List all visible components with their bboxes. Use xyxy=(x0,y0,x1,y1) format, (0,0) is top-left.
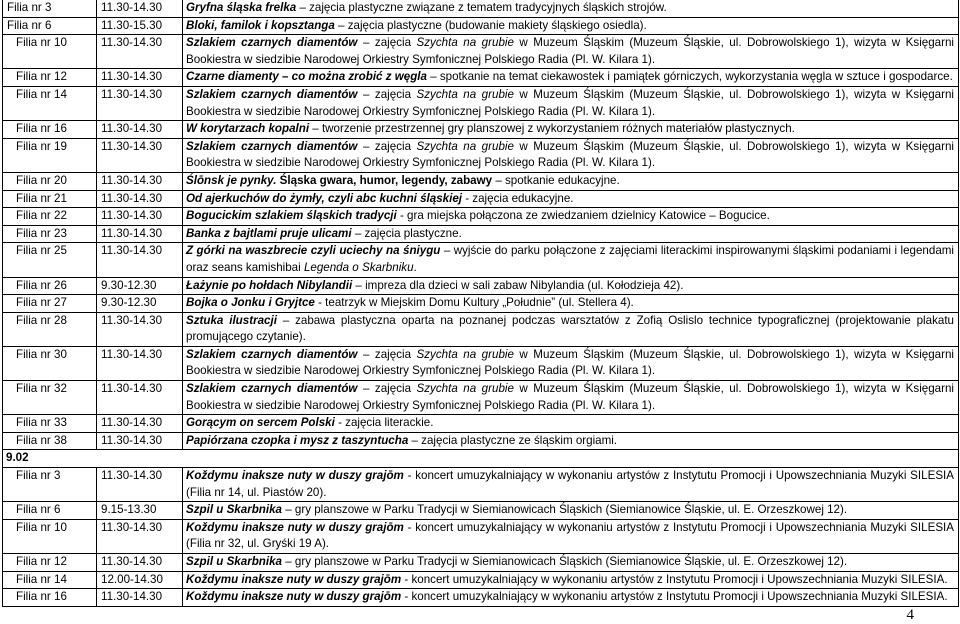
time-cell: 12.00-14.30 xyxy=(97,571,183,589)
event-description xyxy=(183,35,959,69)
branch-cell: Filia nr 27 xyxy=(3,295,97,313)
time-cell: 11.30-14.30 xyxy=(97,172,183,190)
event-text: – wyjście do parku połączone z zajęciami literackimi inspirowanymi śląskimi podaniami i legendami oraz seans kamishibai xyxy=(186,244,954,274)
time-cell: 11.30-14.30 xyxy=(97,121,183,139)
event-title: Koždymu inaksze nuty w duszy grajōm xyxy=(186,572,402,586)
time-cell: 11.30-14.30 xyxy=(97,432,183,450)
time-cell: 11.30-15.30 xyxy=(97,17,183,35)
branch-cell: Filia nr 22 xyxy=(3,208,97,226)
event-text: – spotkanie na temat ciekawostek i pamiątek górniczych, wykorzystania węgla w sztuce i gospodarce. xyxy=(426,70,953,84)
time-cell: 11.30-14.30 xyxy=(97,0,183,17)
event-title: Gorącym on sercem Polski xyxy=(186,416,335,430)
event-description xyxy=(183,295,959,313)
event-description xyxy=(183,243,959,277)
time-cell: 11.30-14.30 xyxy=(97,554,183,572)
time-cell: 9.30-12.30 xyxy=(97,277,183,295)
time-cell: 11.30-14.30 xyxy=(97,415,183,433)
branch-cell: Filia nr 20 xyxy=(3,172,97,190)
time-cell: 11.30-14.30 xyxy=(97,208,183,226)
event-description xyxy=(183,432,959,450)
event-description xyxy=(183,86,959,120)
time-cell: 11.30-14.30 xyxy=(97,468,183,502)
event-title: W korytarzach kopalni xyxy=(186,122,310,136)
schedule-row xyxy=(3,277,959,295)
schedule-row xyxy=(3,571,959,589)
event-emphasis: Szychta na grubie xyxy=(416,382,514,396)
branch-cell: Filia nr 25 xyxy=(3,243,97,277)
event-text: - koncert umuzykalniający w wykonaniu artystów z Instytutu Promocji i Upowszechniania Muzyki SILESIA. xyxy=(401,572,948,586)
schedule-row xyxy=(3,295,959,313)
event-text: – zajęcia plastyczne ze śląskim orgiami. xyxy=(408,433,618,447)
event-text: – zajęcia xyxy=(357,36,417,50)
event-description xyxy=(183,208,959,226)
schedule-row xyxy=(3,208,959,226)
event-text: – zajęcia plastyczne (budowanie makiety śląskiego osiedla). xyxy=(334,18,647,32)
event-title: Bogucickim szlakiem śląskich tradycji xyxy=(186,209,397,223)
event-title: Banka z bajtlami pruje ulicami xyxy=(186,226,352,240)
branch-cell: Filia nr 6 xyxy=(3,17,97,35)
event-title: Koždymu inaksze nuty w duszy grajōm xyxy=(186,590,402,604)
branch-cell: Filia nr 19 xyxy=(3,138,97,172)
event-text: – zajęcia plastyczne. xyxy=(351,226,462,240)
event-description xyxy=(183,468,959,502)
event-text: w Muzeum Śląskim (Muzeum Śląskie, ul. Dobrowolskiego 1), wizyta w Księgarni Bookiestra w siedzibie Narodowej Orkiestry Symfonicznej Polskiego Radia (Pl. W. Kilara 1). xyxy=(186,87,955,118)
schedule-row xyxy=(3,17,959,35)
time-cell: 11.30-14.30 xyxy=(97,381,183,415)
schedule-row xyxy=(3,121,959,139)
schedule-row xyxy=(3,468,959,502)
event-description xyxy=(183,225,959,243)
event-description xyxy=(183,138,959,172)
branch-cell: Filia nr 12 xyxy=(3,554,97,572)
schedule-row xyxy=(3,190,959,208)
date-row xyxy=(3,450,959,468)
event-text: – gry planszowe w Parku Tradycji w Siemianowicach Śląskich (Siemianowice Śląskie, ul. E. Orzeszkowej 12). xyxy=(282,555,848,568)
event-description xyxy=(183,277,959,295)
event-text: – zajęcia plastyczne związane z tematem tradycyjnych śląskich strojów. xyxy=(296,1,667,14)
event-description xyxy=(183,17,959,35)
schedule-row xyxy=(3,519,959,553)
time-cell: 11.30-14.30 xyxy=(97,190,183,208)
event-text: - koncert umuzykalniający w wykonaniu artystów z Instytutu Promocji i Upowszechniania Muzyki SILESIA. xyxy=(401,590,948,604)
event-title: Ślōnsk je pynky. xyxy=(186,173,277,187)
branch-cell: Filia nr 33 xyxy=(3,415,97,433)
time-cell: 11.30-14.30 xyxy=(97,138,183,172)
event-title: Szlakiem czarnych diamentów xyxy=(186,139,358,153)
event-title: Sztuka ilustracji xyxy=(186,313,277,327)
event-text: – zajęcia xyxy=(357,87,417,101)
time-cell: 11.30-14.30 xyxy=(97,225,183,243)
event-description xyxy=(183,589,959,607)
event-description xyxy=(183,519,959,553)
event-description xyxy=(183,0,959,17)
event-title: Szpil u Skarbnika xyxy=(186,555,282,568)
event-emphasis: Szychta na grubie xyxy=(416,139,514,153)
branch-cell: Filia nr 30 xyxy=(3,346,97,380)
schedule-table xyxy=(2,0,959,607)
event-description xyxy=(183,571,959,589)
schedule-row xyxy=(3,243,959,277)
branch-cell: Filia nr 14 xyxy=(3,571,97,589)
time-cell: 11.30-14.30 xyxy=(97,346,183,380)
event-emphasis: Szychta na grubie xyxy=(416,87,514,101)
time-cell: 11.30-14.30 xyxy=(97,519,183,553)
event-text: – tworzenie przestrzennej gry planszowej z wykorzystaniem różnych materiałów plastycznych. xyxy=(309,122,795,136)
event-title: Bojka o Jonku i Gryjtce xyxy=(186,296,315,310)
schedule-row xyxy=(3,346,959,380)
event-emphasis: Szychta na grubie xyxy=(416,347,514,361)
event-title: Od ajerkuchów do żymły, czyli abc kuchni śląskiej xyxy=(186,191,462,205)
event-text: – impreza dla dzieci w sali zabaw Nibylandia (ul. Kołodzieja 42). xyxy=(352,278,684,292)
event-text: w Muzeum Śląskim (Muzeum Śląskie, ul. Dobrowolskiego 1), wizyta w Księgarni Bookiestra w siedzibie Narodowej Orkiestry Symfonicznej Polskiego Radia (Pl. W. Kilara 1). xyxy=(186,382,955,412)
schedule-body xyxy=(3,0,959,606)
branch-cell: Filia nr 12 xyxy=(3,69,97,87)
time-cell: 11.30-14.30 xyxy=(97,312,183,346)
time-cell: 11.30-14.30 xyxy=(97,589,183,607)
event-text: - teatrzyk w Miejskim Domu Kultury „Południe” (ul. Stellera 4). xyxy=(314,296,634,310)
branch-cell: Filia nr 16 xyxy=(3,121,97,139)
schedule-row xyxy=(3,415,959,433)
schedule-row xyxy=(3,86,959,120)
branch-cell: Filia nr 21 xyxy=(3,190,97,208)
event-description xyxy=(183,121,959,139)
event-text: . xyxy=(413,260,417,274)
event-title: Koždymu inaksze nuty w duszy grajōm xyxy=(186,520,404,534)
schedule-row xyxy=(3,0,959,17)
schedule-row xyxy=(3,381,959,415)
event-description xyxy=(183,69,959,87)
schedule-row xyxy=(3,589,959,607)
event-title: Z górki na waszbrecie czyli uciechy na śniygu xyxy=(186,244,441,258)
schedule-row xyxy=(3,225,959,243)
event-description xyxy=(183,190,959,208)
event-text: - zajęcia edukacyjne. xyxy=(462,191,574,205)
schedule-row xyxy=(3,172,959,190)
branch-cell: Filia nr 10 xyxy=(3,519,97,553)
event-emphasis: Szychta na grubie xyxy=(416,36,514,50)
branch-cell: Filia nr 23 xyxy=(3,225,97,243)
event-subtitle: Śląska gwara, humor, legendy, zabawy xyxy=(279,173,493,187)
event-text: - koncert umuzykalniający w wykonaniu artystów z Instytutu Promocji i Upowszechniania Muzyki SILESIA (Filia nr 14, ul. Piastów 20). xyxy=(186,469,955,499)
event-description xyxy=(183,381,959,415)
time-cell: 11.30-14.30 xyxy=(97,35,183,69)
event-title: Szlakiem czarnych diamentów xyxy=(186,87,358,101)
time-cell: 9.30-12.30 xyxy=(97,295,183,313)
event-title: Szlakiem czarnych diamentów xyxy=(186,347,358,361)
event-title: Szlakiem czarnych diamentów xyxy=(186,382,358,396)
branch-cell: Filia nr 14 xyxy=(3,86,97,120)
branch-cell: Filia nr 16 xyxy=(3,589,97,607)
event-title: Gryfna śląska frelka xyxy=(186,1,297,14)
event-text: - zajęcia literackie. xyxy=(334,416,434,430)
time-cell: 11.30-14.30 xyxy=(97,86,183,120)
event-text: w Muzeum Śląskim (Muzeum Śląskie, ul. Dobrowolskiego 1), wizyta w Księgarni Bookiestra w siedzibie Narodowej Orkiestry Symfonicznej Polskiego Radia (Pl. W. Kilara 1). xyxy=(186,36,955,66)
event-description xyxy=(183,172,959,190)
event-title: Łażynie po hołdach Nibylandii xyxy=(186,278,353,292)
schedule-row xyxy=(3,502,959,520)
date-heading: 9.02 xyxy=(3,450,959,468)
event-title: Szlakiem czarnych diamentów xyxy=(186,36,358,50)
event-text: – spotkanie edukacyjne. xyxy=(492,173,620,187)
branch-cell: Filia nr 3 xyxy=(3,0,97,17)
event-text: - koncert umuzykalniający w wykonaniu artystów z Instytutu Promocji i Upowszechniania Muzyki SILESIA (Filia nr 32, ul. Gryśki 19 A). xyxy=(186,520,955,551)
schedule-row xyxy=(3,312,959,346)
schedule-row xyxy=(3,69,959,87)
event-description xyxy=(183,502,959,520)
event-title: Papiórzana czopka i mysz z taszyntucha xyxy=(186,433,409,447)
event-text: – zajęcia xyxy=(357,139,417,153)
time-cell: 9.15-13.30 xyxy=(97,502,183,520)
event-text: – zajęcia xyxy=(357,347,417,361)
branch-cell: Filia nr 10 xyxy=(3,35,97,69)
schedule-row xyxy=(3,554,959,572)
branch-cell: Filia nr 3 xyxy=(3,468,97,502)
branch-cell: Filia nr 32 xyxy=(3,381,97,415)
event-title: Koždymu inaksze nuty w duszy grajōm xyxy=(186,469,404,483)
schedule-row xyxy=(3,432,959,450)
event-description xyxy=(183,312,959,346)
branch-cell: Filia nr 6 xyxy=(3,502,97,520)
event-text: w Muzeum Śląskim (Muzeum Śląskie, ul. Dobrowolskiego 1), wizyta w Księgarni Bookiestra w siedzibie Narodowej Orkiestry Symfonicznej Polskiego Radia (Pl. W. Kilara 1). xyxy=(186,139,955,170)
page-number: 4 xyxy=(906,607,914,624)
event-title: Czarne diamenty – co można zrobić z węgla xyxy=(186,70,427,84)
event-text: – zajęcia xyxy=(357,382,417,396)
time-cell: 11.30-14.30 xyxy=(97,243,183,277)
event-text: – gry planszowe w Parku Tradycji w Siemianowicach Śląskich (Siemianowice Śląskie, ul. E. Orzeszkowej 12). xyxy=(282,503,848,517)
event-description xyxy=(183,554,959,572)
event-description xyxy=(183,415,959,433)
event-text: w Muzeum Śląskim (Muzeum Śląskie, ul. Dobrowolskiego 1), wizyta w Księgarni Bookiestra w siedzibie Narodowej Orkiestry Symfonicznej Polskiego Radia (Pl. W. Kilara 1). xyxy=(186,347,955,378)
branch-cell: Filia nr 38 xyxy=(3,432,97,450)
schedule-row xyxy=(3,138,959,172)
event-description xyxy=(183,346,959,380)
event-text: - gra miejska połączona ze zwiedzaniem dzielnicy Katowice – Bogucice. xyxy=(396,209,770,223)
event-text: – zabawa plastyczna oparta na poznanej podczas warsztatów z Zofią Oslislo technice typograficznej (projektowanie plakatu promującego czytanie). xyxy=(186,313,954,344)
time-cell: 11.30-14.30 xyxy=(97,69,183,87)
event-title: Szpil u Skarbnika xyxy=(186,503,282,517)
schedule-row xyxy=(3,35,959,69)
branch-cell: Filia nr 26 xyxy=(3,277,97,295)
event-emphasis: Legenda o Skarbniku xyxy=(303,260,414,274)
event-title: Bloki, familok i kopsztanga xyxy=(186,18,335,32)
branch-cell: Filia nr 28 xyxy=(3,312,97,346)
